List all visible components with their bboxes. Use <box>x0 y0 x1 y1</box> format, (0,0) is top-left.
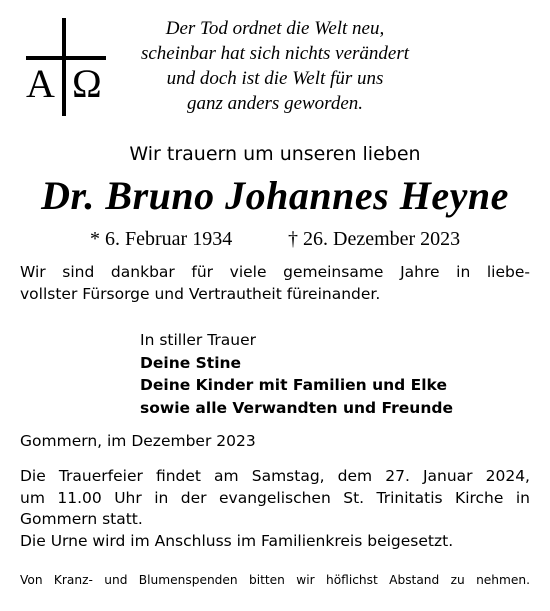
service-line: Die Urne wird im Anschluss im Familienkreis beigesetzt. <box>20 531 454 550</box>
mourner-line: sowie alle Verwandten und Freunde <box>140 398 453 417</box>
mourner-line: Deine Kinder mit Familien und Elke <box>140 376 447 394</box>
footer-note: Von Kranz- und Blumenspenden bitten wir höflichst Abstand zu nehmen. <box>20 573 530 587</box>
service-line: Die Trauerfeier findet am Samstag, dem 27. Januar 2024, <box>20 467 530 485</box>
cross-alpha-omega-icon <box>20 16 106 116</box>
verse-line: scheinbar hat sich nichts verändert <box>140 43 410 64</box>
service-line: um 11.00 Uhr in der evangelischen St. Trinitatis Kirche in <box>20 488 530 507</box>
cross-vertical-bar <box>62 18 66 116</box>
mourners-heading: In stiller Trauer <box>140 331 257 349</box>
birth-date: * 6. Februar 1934 <box>90 228 233 250</box>
service-line: Gommern statt. <box>20 510 143 528</box>
tribute-line: Wir sind dankbar für viele gemeinsame Jahre in liebe- <box>20 263 530 281</box>
mourner-line: Deine Stine <box>140 353 242 372</box>
tribute-text <box>20 261 530 305</box>
mourners-block <box>140 329 453 419</box>
omega-letter: Ω <box>72 61 102 106</box>
verse-line: Der Tod ordnet die Welt neu, <box>165 18 385 39</box>
intro-line: Wir trauern um unseren lieben <box>129 143 421 165</box>
place-date: Gommern, im Dezember 2023 <box>20 432 256 450</box>
service-info <box>20 466 530 552</box>
verse-line: ganz anders geworden. <box>186 93 364 114</box>
deceased-name: Dr. Bruno Johannes Heyne <box>41 173 509 218</box>
alpha-letter: A <box>26 61 55 106</box>
memorial-verse <box>110 16 440 116</box>
tribute-line: vollster Fürsorge und Vertrautheit füreinander. <box>20 285 381 303</box>
verse-line: und doch ist die Welt für uns <box>166 68 384 89</box>
death-date: † 26. Dezember 2023 <box>288 228 461 250</box>
